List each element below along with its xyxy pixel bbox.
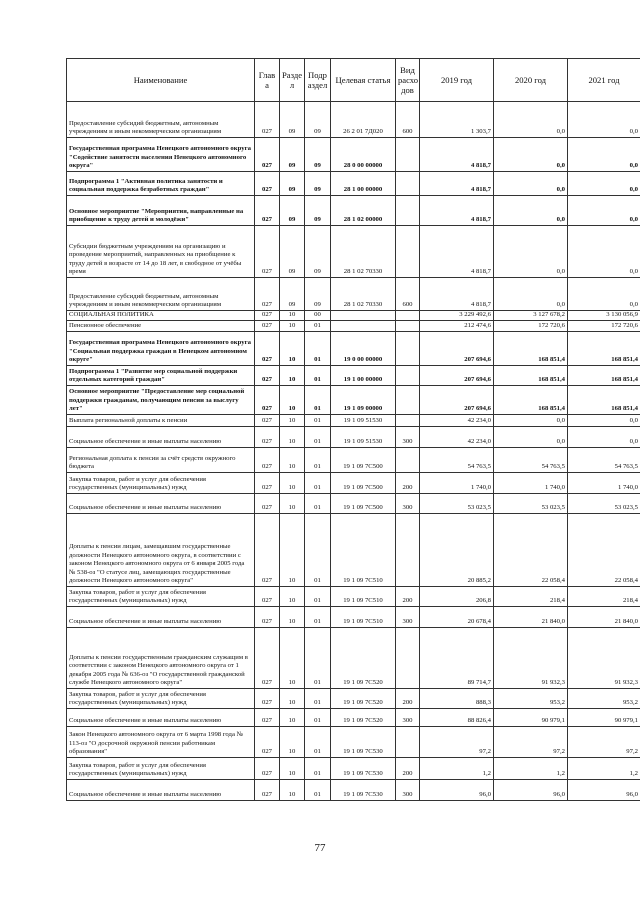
cell-glava: 027 [255,138,280,172]
cell-2021: 0,0 [568,102,640,138]
cell-podrazdel: 01 [305,587,331,607]
cell-expense-type: 200 [396,587,420,607]
cell-2020: 0,0 [494,138,568,172]
table-header-row [67,59,640,102]
cell-expense-type: 600 [396,102,420,138]
cell-expense-type [396,415,420,427]
cell-target-article: 19 1 09 7С520 [331,628,396,689]
cell-name: Региональная доплата к пенсии за счёт средств окружного бюджета [67,448,255,473]
cell-2020: 90 979,1 [494,709,568,727]
cell-glava: 027 [255,780,280,801]
cell-podrazdel: 09 [305,138,331,172]
table-row [67,780,640,801]
cell-2020: 96,0 [494,780,568,801]
cell-target-article: 19 1 09 7С530 [331,780,396,801]
cell-glava: 027 [255,758,280,780]
cell-2021: 0,0 [568,172,640,196]
cell-podrazdel: 01 [305,386,331,415]
table-row [67,473,640,494]
cell-name: Закон Ненецкого автономного округа от 6 марта 1998 года № 113-оз "О досрочной окружной пенсии работникам образования" [67,727,255,758]
table-row [67,172,640,196]
table-row [67,102,640,138]
cell-2020: 0,0 [494,102,568,138]
cell-2019: 42 234,0 [420,427,494,448]
table-row [67,689,640,709]
cell-podrazdel: 01 [305,448,331,473]
table-row [67,758,640,780]
cell-name: Пенсионное обеспечение [67,321,255,332]
cell-2019: 1 303,7 [420,102,494,138]
cell-2020: 0,0 [494,278,568,311]
cell-name: Социальное обеспечение и иные выплаты населению [67,780,255,801]
table-row [67,628,640,689]
cell-2019: 4 818,7 [420,278,494,311]
cell-target-article: 19 1 00 00000 [331,366,396,386]
cell-2020: 21 840,0 [494,607,568,628]
cell-2019: 888,3 [420,689,494,709]
cell-name: Доплаты к пенсии государственным гражданским служащим в соответствии с законом Ненецкого автономного округа от 1 декабря 2005 года № 636-оз "О государственной гражданской службе Ненецкого автономного округа" [67,628,255,689]
cell-razdel: 10 [280,587,305,607]
cell-target-article: 19 1 09 7С530 [331,758,396,780]
table-row [67,448,640,473]
cell-razdel: 09 [280,196,305,226]
cell-target-article: 19 1 09 7С500 [331,448,396,473]
cell-2019: 20 678,4 [420,607,494,628]
cell-podrazdel: 01 [305,607,331,628]
cell-glava: 027 [255,366,280,386]
cell-name: СОЦИАЛЬНАЯ ПОЛИТИКА [67,311,255,321]
cell-2021: 21 840,0 [568,607,640,628]
table-row [67,278,640,311]
cell-2019: 207 694,6 [420,386,494,415]
cell-podrazdel: 01 [305,758,331,780]
header-expense-type: Вид расхо дов [396,59,420,102]
cell-razdel: 09 [280,226,305,278]
cell-name: Основное мероприятие "Предоставление мер социальной поддержки гражданам, получающим пенсии за выслугу лет" [67,386,255,415]
cell-target-article: 19 1 09 7С530 [331,727,396,758]
cell-2021: 3 130 056,9 [568,311,640,321]
table-row [67,494,640,514]
cell-razdel: 10 [280,366,305,386]
cell-2019: 1 740,0 [420,473,494,494]
cell-2021: 54 763,5 [568,448,640,473]
cell-2021: 96,0 [568,780,640,801]
cell-expense-type: 300 [396,427,420,448]
cell-2019: 97,2 [420,727,494,758]
cell-2019: 4 818,7 [420,226,494,278]
cell-glava: 027 [255,226,280,278]
cell-podrazdel: 01 [305,727,331,758]
cell-expense-type [396,448,420,473]
cell-razdel: 10 [280,321,305,332]
cell-2020: 22 058,4 [494,514,568,587]
cell-expense-type [396,311,420,321]
cell-2020: 168 851,4 [494,386,568,415]
cell-2019: 207 694,6 [420,366,494,386]
cell-2021: 953,2 [568,689,640,709]
cell-podrazdel: 09 [305,226,331,278]
cell-2020: 0,0 [494,415,568,427]
cell-podrazdel: 09 [305,172,331,196]
cell-target-article: 28 1 00 00000 [331,172,396,196]
cell-glava: 027 [255,311,280,321]
cell-target-article: 28 1 02 70330 [331,226,396,278]
cell-2020: 0,0 [494,427,568,448]
cell-expense-type [396,366,420,386]
cell-2019: 1,2 [420,758,494,780]
cell-name: Закупка товаров, работ и услуг для обеспечения государственных (муниципальных) нужд [67,587,255,607]
cell-razdel: 10 [280,448,305,473]
cell-name: Социальное обеспечение и иные выплаты населению [67,607,255,628]
cell-name: Социальное обеспечение и иные выплаты населению [67,709,255,727]
cell-podrazdel: 09 [305,278,331,311]
cell-target-article: 19 1 09 51530 [331,427,396,448]
table-row [67,727,640,758]
table-row [67,709,640,727]
cell-razdel: 10 [280,780,305,801]
cell-podrazdel: 01 [305,473,331,494]
cell-2021: 97,2 [568,727,640,758]
cell-2021: 0,0 [568,196,640,226]
cell-name: Предоставление субсидий бюджетным, автономным учреждениям и иным некоммерческим организациям [67,102,255,138]
cell-name: Социальное обеспечение и иные выплаты населению [67,494,255,514]
cell-2021: 0,0 [568,415,640,427]
cell-expense-type: 200 [396,689,420,709]
cell-razdel: 10 [280,689,305,709]
cell-podrazdel: 09 [305,102,331,138]
cell-expense-type: 300 [396,607,420,628]
cell-expense-type [396,172,420,196]
cell-podrazdel: 01 [305,494,331,514]
cell-name: Подпрограмма 1 "Активная политика занятости и социальная поддержка безработных граждан" [67,172,255,196]
cell-expense-type [396,727,420,758]
cell-expense-type: 600 [396,278,420,311]
cell-glava: 027 [255,514,280,587]
cell-2019: 53 023,5 [420,494,494,514]
cell-2021: 168 851,4 [568,366,640,386]
cell-podrazdel: 01 [305,415,331,427]
cell-2021: 218,4 [568,587,640,607]
cell-razdel: 10 [280,709,305,727]
cell-razdel: 10 [280,427,305,448]
cell-razdel: 10 [280,311,305,321]
cell-glava: 027 [255,172,280,196]
cell-target-article: 19 1 09 7С500 [331,473,396,494]
cell-target-article: 28 1 02 00000 [331,196,396,226]
cell-name: Предоставление субсидий бюджетным, автономным учреждениям и иным некоммерческим организациям [67,278,255,311]
cell-glava: 027 [255,427,280,448]
header-target-article: Целевая статья [331,59,396,102]
cell-razdel: 09 [280,102,305,138]
cell-podrazdel: 01 [305,628,331,689]
cell-glava: 027 [255,709,280,727]
budget-table [66,58,640,801]
cell-razdel: 10 [280,514,305,587]
cell-name: Подпрограмма 1 "Развитие мер социальной поддержки отдельных категорий граждан" [67,366,255,386]
cell-name: Закупка товаров, работ и услуг для обеспечения государственных (муниципальных) нужд [67,473,255,494]
cell-expense-type [396,386,420,415]
cell-glava: 027 [255,448,280,473]
cell-razdel: 10 [280,332,305,366]
cell-name: Субсидии бюджетным учреждениям на организацию и проведение мероприятий, направленных на приобщение к труду детей в возрасте от 14 до 18 лет, в свободное от учёбы время [67,226,255,278]
cell-razdel: 10 [280,758,305,780]
cell-razdel: 09 [280,172,305,196]
table-row [67,196,640,226]
header-2020: 2020 год [494,59,568,102]
table-body [67,102,640,801]
cell-name: Закупка товаров, работ и услуг для обеспечения государственных (муниципальных) нужд [67,689,255,709]
cell-2019: 4 818,7 [420,138,494,172]
cell-expense-type: 300 [396,709,420,727]
budget-table-container [66,58,640,801]
cell-podrazdel: 01 [305,366,331,386]
cell-2021: 53 023,5 [568,494,640,514]
cell-2019: 96,0 [420,780,494,801]
header-name: Наименование [67,59,255,102]
table-row [67,366,640,386]
cell-podrazdel: 01 [305,514,331,587]
table-row [67,427,640,448]
cell-2021: 0,0 [568,278,640,311]
page-number: 77 [314,842,326,854]
cell-target-article: 19 1 09 7С510 [331,607,396,628]
cell-2021: 90 979,1 [568,709,640,727]
cell-podrazdel: 00 [305,311,331,321]
cell-2020: 3 127 678,2 [494,311,568,321]
table-row [67,321,640,332]
cell-2019: 89 714,7 [420,628,494,689]
cell-name: Социальное обеспечение и иные выплаты населению [67,427,255,448]
header-razdel: Разде л [280,59,305,102]
cell-2020: 953,2 [494,689,568,709]
cell-2019: 212 474,6 [420,321,494,332]
cell-2020: 97,2 [494,727,568,758]
cell-glava: 027 [255,587,280,607]
cell-glava: 027 [255,196,280,226]
cell-expense-type: 200 [396,473,420,494]
cell-razdel: 10 [280,727,305,758]
cell-2021: 172 720,6 [568,321,640,332]
cell-expense-type: 200 [396,758,420,780]
cell-2021: 91 932,3 [568,628,640,689]
cell-expense-type [396,628,420,689]
cell-2021: 168 851,4 [568,332,640,366]
cell-expense-type [396,514,420,587]
cell-2019: 54 763,5 [420,448,494,473]
cell-podrazdel: 01 [305,689,331,709]
table-row [67,311,640,321]
cell-name: Основное мероприятие "Мероприятия, направленные на приобщение к труду детей и молодёжи" [67,196,255,226]
cell-target-article [331,321,396,332]
cell-target-article: 19 1 09 7С520 [331,709,396,727]
cell-target-article: 28 0 00 00000 [331,138,396,172]
cell-name: Государственная программа Ненецкого автономного округа "Социальная поддержка граждан в Ненецком автономном округе" [67,332,255,366]
header-podrazdel: Подр аздел [305,59,331,102]
table-row [67,226,640,278]
cell-name: Закупка товаров, работ и услуг для обеспечения государственных (муниципальных) нужд [67,758,255,780]
cell-2020: 54 763,5 [494,448,568,473]
cell-razdel: 09 [280,278,305,311]
cell-glava: 027 [255,102,280,138]
cell-2020: 0,0 [494,172,568,196]
cell-razdel: 10 [280,628,305,689]
cell-expense-type [396,226,420,278]
cell-glava: 027 [255,321,280,332]
cell-2021: 0,0 [568,138,640,172]
cell-target-article: 19 1 09 7С510 [331,587,396,607]
cell-2020: 1 740,0 [494,473,568,494]
cell-2020: 91 932,3 [494,628,568,689]
cell-2020: 172 720,6 [494,321,568,332]
table-row [67,332,640,366]
cell-podrazdel: 01 [305,332,331,366]
cell-2019: 3 229 492,6 [420,311,494,321]
cell-target-article: 19 1 09 00000 [331,386,396,415]
cell-2019: 88 826,4 [420,709,494,727]
table-row [67,386,640,415]
cell-razdel: 10 [280,386,305,415]
cell-target-article: 19 0 00 00000 [331,332,396,366]
cell-2020: 53 023,5 [494,494,568,514]
header-2021: 2021 год [568,59,640,102]
cell-2021: 168 851,4 [568,386,640,415]
cell-target-article: 28 1 02 70330 [331,278,396,311]
cell-target-article: 26 2 01 7Д020 [331,102,396,138]
cell-razdel: 10 [280,473,305,494]
cell-razdel: 10 [280,415,305,427]
cell-2021: 0,0 [568,427,640,448]
cell-podrazdel: 01 [305,427,331,448]
cell-podrazdel: 01 [305,709,331,727]
cell-2021: 22 058,4 [568,514,640,587]
table-row [67,138,640,172]
cell-glava: 027 [255,332,280,366]
cell-expense-type [396,138,420,172]
cell-target-article [331,311,396,321]
cell-2019: 207 694,6 [420,332,494,366]
table-row [67,587,640,607]
cell-expense-type: 300 [396,780,420,801]
cell-2020: 168 851,4 [494,366,568,386]
cell-glava: 027 [255,386,280,415]
cell-2020: 1,2 [494,758,568,780]
cell-glava: 027 [255,607,280,628]
cell-razdel: 09 [280,138,305,172]
table-row [67,415,640,427]
cell-2019: 20 885,2 [420,514,494,587]
cell-expense-type: 300 [396,494,420,514]
table-row [67,607,640,628]
cell-target-article: 19 1 09 7С500 [331,494,396,514]
cell-2021: 0,0 [568,226,640,278]
cell-2020: 168 851,4 [494,332,568,366]
cell-expense-type [396,332,420,366]
cell-2020: 0,0 [494,196,568,226]
cell-glava: 027 [255,473,280,494]
cell-2020: 0,0 [494,226,568,278]
cell-2020: 218,4 [494,587,568,607]
cell-target-article: 19 1 09 7С510 [331,514,396,587]
cell-glava: 027 [255,628,280,689]
cell-2019: 4 818,7 [420,196,494,226]
cell-name: Выплата региональной доплаты к пенсии [67,415,255,427]
cell-expense-type [396,196,420,226]
cell-glava: 027 [255,727,280,758]
cell-2021: 1,2 [568,758,640,780]
cell-razdel: 10 [280,494,305,514]
cell-podrazdel: 09 [305,196,331,226]
header-glava: Глав а [255,59,280,102]
cell-name: Доплаты к пенсии лицам, замещавшим государственные должности Ненецкого автономного округа, в соответствии с законом Ненецкого автономного округа от 6 января 2005 года № 538-оз "О статусе лиц, замещающих государственные должности Ненецкого автономного округа" [67,514,255,587]
cell-target-article: 19 1 09 51530 [331,415,396,427]
header-2019: 2019 год [420,59,494,102]
table-row [67,514,640,587]
cell-glava: 027 [255,278,280,311]
cell-glava: 027 [255,689,280,709]
cell-2021: 1 740,0 [568,473,640,494]
cell-podrazdel: 01 [305,780,331,801]
cell-expense-type [396,321,420,332]
cell-2019: 42 234,0 [420,415,494,427]
cell-glava: 027 [255,494,280,514]
cell-razdel: 10 [280,607,305,628]
cell-target-article: 19 1 09 7С520 [331,689,396,709]
cell-name: Государственная программа Ненецкого автономного округа "Содействие занятости населения Ненецкого автономного округа" [67,138,255,172]
cell-podrazdel: 01 [305,321,331,332]
cell-glava: 027 [255,415,280,427]
cell-2019: 206,8 [420,587,494,607]
cell-2019: 4 818,7 [420,172,494,196]
